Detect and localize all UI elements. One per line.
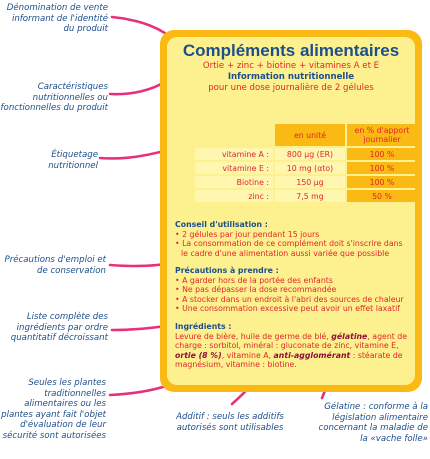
label-subtitle: Ortie + zinc + biotine + vitamines A et E (202, 61, 380, 71)
row-unit: 150 µg (275, 176, 345, 188)
label-title: Compléments alimentaires (182, 41, 400, 60)
row-name: Biotine : (195, 176, 273, 188)
nutrition-table (193, 122, 419, 204)
ingredient-ortie: ortie (8 %) (175, 350, 222, 360)
annotation-ingredients: Liste complète des ingrédients par ordre quantitatif décroissant (10, 312, 108, 343)
ingredients-part: , vitamine A, (221, 350, 274, 360)
ingredients-part: Levure de bière, huile de germe de blé, (175, 331, 332, 341)
conseil-heading: Conseil d'utilisation : (175, 220, 268, 229)
row-unit: 10 mg (αto) (275, 162, 345, 174)
row-pct: 50 % (347, 190, 417, 202)
list-item: le cadre d'une alimentation aussi variée que possible (181, 248, 390, 258)
precautions-heading: Précautions à prendre : (175, 266, 279, 275)
label-info: Information nutritionnelle (227, 72, 355, 82)
annotation-precautions: Précautions d'emploi et de conservation (4, 255, 106, 276)
row-unit: 7,5 mg (275, 190, 345, 202)
precautions-list (175, 276, 411, 314)
annotation-etiquetage: Étiquetage nutritionnel (48, 150, 98, 171)
ingredients-heading: Ingrédients : (175, 322, 232, 331)
row-unit: 800 µg (ER) (275, 148, 345, 160)
table-row (195, 162, 417, 174)
annotation-plantes: Seules les plantes traditionnelles alimentaires ou les plantes ayant fait l'objet d'évaluation de leur sécurité sont autorisées (1, 378, 106, 441)
ingredient-anti-agglomerant: anti-agglomérant (273, 350, 351, 360)
table-row (195, 148, 417, 160)
precautions-section (175, 266, 411, 314)
ingredients-text (175, 332, 411, 370)
annotation-gelatine: Gélatine : conforme à la législation alimentaire concernant la maladie de la «vache folle» (318, 402, 428, 444)
list-item: • Ne pas dépasser la dose recommandée (175, 285, 411, 295)
row-pct: 100 % (347, 148, 417, 160)
conseil-list (175, 230, 411, 259)
annotation-additif: Additif : seuls les additifs autorisés sont utilisables (176, 412, 284, 433)
table-row (195, 190, 417, 202)
list-item: • Une consommation excessive peut avoir un effet laxatif (175, 304, 411, 314)
row-name: vitamine A : (195, 148, 273, 160)
label-header (167, 37, 415, 99)
conseil-section (175, 220, 411, 258)
row-pct: 100 % (347, 176, 417, 188)
ingredients-part: : stéarate de magnésium, vitamine : biotine. (175, 350, 403, 370)
list-item: • 2 gélules par jour pendant 15 jours (175, 230, 411, 240)
annotation-caracteristiques: Caractéristiques nutritionnelles ou fonctionnelles du produit (0, 82, 108, 113)
row-name: zinc : (195, 190, 273, 202)
label-dose: pour une dose journalière de 2 gélules (208, 83, 374, 93)
ingredients-section (175, 322, 411, 370)
row-name: vitamine E : (195, 162, 273, 174)
table-header-row (195, 124, 417, 146)
list-item: • A stocker dans un endroit à l'abri des sources de chaleur (175, 295, 411, 305)
ingredient-gelatine: gélatine (331, 331, 368, 341)
list-item: • A garder hors de la portée des enfants (175, 276, 411, 286)
table-row (195, 176, 417, 188)
annotation-denomination: Dénomination de vente informant de l'identité du produit (6, 3, 108, 34)
ingredients-part: , agent de charge : sorbitol, minéral : gluconate de zinc, vitamine E, (175, 331, 408, 351)
row-pct: 100 % (347, 162, 417, 174)
col-unit-header: en unité (275, 124, 345, 146)
list-item: • La consommation de ce complément doit s'inscrire dans (175, 239, 411, 249)
col-pct-header: en % d'apport journalier (347, 124, 417, 146)
